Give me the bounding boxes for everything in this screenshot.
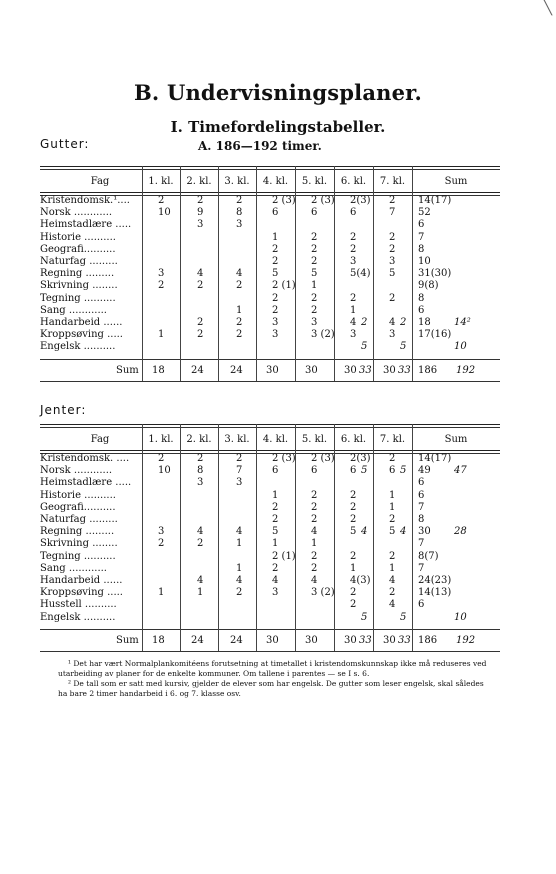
column-header-class: 2. kl. [186,176,212,187]
row-sum: 8 [418,243,425,255]
column-rule [180,424,181,651]
table-cell: 2 [389,243,396,255]
column-rule [218,424,219,651]
table-cell: 10 [158,207,171,219]
row-sum: 17(16) [418,329,452,341]
sum-row-cell: 30 [383,364,396,376]
table-cell: 2 [158,195,165,206]
sum-row-label: Sum [116,634,139,646]
row-subject-label: Engelsk .......... [40,611,116,623]
column-header-class: 2. kl. [186,434,212,445]
row-sum: 6 [418,219,425,231]
column-header-class: 5. kl. [301,176,328,187]
table-cell: 2 [350,514,357,525]
sum-rule [40,629,500,630]
row-sum: 6 [418,477,425,489]
row-subject-label: Skrivning ........ [40,538,118,550]
table-cell: 2 [311,501,318,513]
table-cell: 4 [236,268,243,280]
table-cell: 3 [272,587,279,599]
column-rule [412,424,413,651]
table-cell: 2 [197,329,204,341]
row-sum: 30 [418,526,431,538]
table-cell-italic: 5 [361,341,368,353]
gutter-timetable [40,166,500,384]
sum-rule [40,359,500,360]
table-cell: 2 [158,538,165,550]
column-header-sum: Sum [444,434,468,445]
table-cell: 2 [389,587,396,599]
table-cell: 1 [158,587,165,599]
table-bottom-rule [40,381,500,382]
row-sum: 14(13) [418,587,452,599]
table-cell: 3 [272,329,279,341]
table-cell: 4 [389,317,396,328]
table-cell: 3 (2) [311,329,335,341]
row-sum: 7 [418,501,425,513]
section-title: I. Timefordelingstabeller. [170,118,386,136]
row-sum: 6 [418,489,425,501]
table-cell: 2 [389,514,396,525]
row-subject-label: Handarbeid ...... [40,575,123,586]
sum-row-cell-italic: 33 [359,634,372,646]
table-cell: 2 [272,562,279,574]
column-header-class: 3. kl. [224,176,250,187]
row-subject-label: Tegning .......... [40,292,116,304]
row-sum-italic: 10 [454,341,467,353]
table-cell: 2 (3) [272,195,296,206]
column-rule [142,424,143,651]
table-cell: 5 [311,268,318,280]
row-subject-label: Heimstadlære ..... [40,219,132,231]
row-sum: 7 [418,231,425,243]
row-sum-italic: 28 [454,526,467,538]
table-cell-italic: 5 [361,611,368,623]
column-rule [180,166,181,381]
jenter-timetable [40,424,500,654]
table-cell: 2 [272,256,279,267]
column-header-class: 7. kl. [379,434,406,445]
table-cell: 2 [311,292,318,304]
row-sum-italic: 47 [454,465,467,477]
column-header-class: 6. kl. [340,434,367,445]
table-cell: 2 [389,453,396,464]
table-cell: 1 [272,538,279,550]
row-subject-label: Sang ............ [40,304,107,316]
sum-row-cell: 30 [305,634,318,646]
table-cell: 1 [389,562,396,574]
table-cell: 2 [389,550,396,562]
sum-row-cell: 30 [266,634,279,646]
column-rule [412,166,413,381]
row-subject-label: Engelsk .......... [40,341,116,353]
row-subject-label: Kristendomsk. .... [40,453,130,464]
row-sum: 6 [418,304,425,316]
sum-row-cell: 30 [344,634,357,646]
table-cell: 2 [236,329,243,341]
row-subject-label: Historie .......... [40,489,116,501]
page-title: B. Undervisningsplaner. [133,80,423,105]
jenter-label: Jenter: [40,403,87,417]
column-header-class: 6. kl. [340,176,367,187]
table-cell: 2 [350,587,357,599]
column-rule [218,166,219,381]
sum-row-cell: 18 [152,634,165,646]
table-cell: 1 [389,501,396,513]
table-cell: 2 (3) [272,453,296,464]
row-subject-label: Handarbeid ...... [40,317,123,328]
table-cell: 2 [311,304,318,316]
table-cell: 7 [389,207,396,219]
table-bottom-rule [40,651,500,652]
table-cell: 4 [389,599,396,611]
table-cell-italic: 5 [400,611,407,623]
row-sum: 6 [418,599,425,611]
row-subject-label: Kroppsøving ..... [40,587,123,599]
footnotes [58,659,488,699]
table-cell: 2 [272,243,279,255]
sum-row-cell: 30 [266,364,279,376]
table-cell: 2 [389,292,396,304]
table-cell: 5 [272,526,279,538]
table-cell: 1 [272,489,279,501]
row-sum: 7 [418,562,425,574]
table-cell: 2 (1) [272,550,296,562]
table-cell: 1 [236,538,243,550]
table-cell: 4 [197,526,204,538]
row-subject-label: Tegning .......... [40,550,116,562]
table-cell: 6 [272,465,279,477]
row-sum-italic: 10 [454,611,467,623]
header-rule-top-2 [40,169,500,170]
table-cell: 3 [236,477,243,489]
row-sum: 31(30) [418,268,452,280]
table-cell: 2 [350,489,357,501]
table-cell: 6 [389,465,396,477]
table-cell: 2(3) [350,453,371,464]
table-cell: 6 [350,465,357,477]
page-corner-mark: ╲ [543,0,552,16]
table-cell: 3 [311,317,318,328]
table-cell: 2(3) [350,195,371,206]
row-sum-italic: 14² [454,317,471,328]
table-cell: 2 [311,231,318,243]
row-sum: 10 [418,256,431,267]
footnote-1: ¹ Det har vært Normalplankomitéens forutsetning at timetallet i kristendomskunnskap ikke må reduseres ved utarbeiding av planer for de enkelte kommuner. Om tallene i parentes — se I s. 6. [58,659,487,678]
table-cell: 9 [197,207,204,219]
table-cell: 2 [311,562,318,574]
sum-row-cell: 24 [191,634,204,646]
footnote-2: ² De tall som er satt med kursiv, gjelder de elever som har engelsk. De gutter som leser engelsk, skal således ha bare 2 timer handarbeid i 6. og 7. klasse osv. [58,679,484,698]
table-cell: 8 [197,465,204,477]
table-cell: 2 [350,292,357,304]
row-subject-label: Historie .......... [40,231,116,243]
row-subject-label: Heimstadlære ..... [40,477,132,489]
table-cell: 2 [389,231,396,243]
table-cell: 2 (3) [311,453,335,464]
row-sum: 14(17) [418,453,452,464]
table-cell: 6 [311,465,318,477]
column-header-class: 1. kl. [148,176,174,187]
column-header-class: 5. kl. [301,434,328,445]
table-cell: 2 [197,453,204,464]
table-cell: 1 [350,304,357,316]
table-cell: 4(3) [350,575,371,586]
table-cell: 5 [389,526,396,538]
sum-row-cell-italic: 33 [398,364,411,376]
column-rule [373,166,374,381]
table-cell: 2 (3) [311,195,335,206]
table-cell: 5 [350,526,357,538]
row-sum: 9(8) [418,280,439,292]
table-cell: 2 [236,453,243,464]
table-cell: 4 [311,526,318,538]
table-cell: 2 [272,304,279,316]
table-cell: 2 [350,501,357,513]
table-cell: 2 [236,280,243,292]
column-header-class: 7. kl. [379,176,406,187]
table-cell: 2 [311,550,318,562]
column-rule [256,424,257,651]
row-sum: 14(17) [418,195,452,206]
column-header-class: 4. kl. [262,434,289,445]
table-cell: 3 (2) [311,587,335,599]
table-cell: 1 [350,562,357,574]
table-cell: 3 [350,329,357,341]
table-cell: 1 [311,280,318,292]
table-cell: 2 (1) [272,280,296,292]
table-cell: 2 [197,538,204,550]
table-cell-italic: 2 [400,317,407,328]
sum-row-cell: 18 [152,364,165,376]
table-cell: 3 [389,256,396,267]
table-cell: 3 [236,219,243,231]
table-cell: 3 [158,268,165,280]
table-cell: 5(4) [350,268,371,280]
table-cell: 4 [272,575,279,586]
table-cell: 1 [272,231,279,243]
row-subject-label: Regning ......... [40,526,115,538]
row-subject-label: Geografi.......... [40,501,116,513]
table-cell: 7 [236,465,243,477]
column-header-class: 1. kl. [148,434,174,445]
header-rule-top-2 [40,427,500,428]
table-cell-italic: 2 [361,317,368,328]
table-cell: 3 [197,219,204,231]
column-rule [373,424,374,651]
column-header-sum: Sum [444,176,468,187]
table-cell: 6 [350,207,357,219]
sum-row-total: 186 [418,364,438,376]
row-subject-label: Naturfag ......... [40,256,118,267]
table-cell: 2 [197,280,204,292]
row-subject-label: Kristendomsk.¹.... [40,195,130,206]
row-sum: 24(23) [418,575,452,586]
row-subject-label: Regning ......... [40,268,115,280]
column-header-fag: Fag [90,434,110,445]
table-cell: 2 [236,195,243,206]
table-cell: 8 [236,207,243,219]
row-sum: 8(7) [418,550,439,562]
table-cell: 1 [311,538,318,550]
column-header-class: 4. kl. [262,176,289,187]
table-cell: 4 [197,575,204,586]
table-cell: 2 [197,317,204,328]
table-cell: 4 [389,575,396,586]
table-cell: 2 [389,195,396,206]
row-subject-label: Skrivning ........ [40,280,118,292]
column-header-class: 3. kl. [224,434,250,445]
table-cell: 3 [158,526,165,538]
table-cell: 1 [389,489,396,501]
table-cell: 4 [311,575,318,586]
row-subject-label: Naturfag ......... [40,514,118,525]
table-cell: 2 [236,317,243,328]
sum-row-cell-italic: 33 [359,364,372,376]
table-cell: 2 [158,280,165,292]
sum-row-cell: 24 [230,364,243,376]
sum-row-cell: 30 [305,364,318,376]
sum-row-cell: 30 [383,634,396,646]
table-cell: 2 [350,231,357,243]
column-header-fag: Fag [90,176,110,187]
sum-row-cell: 24 [230,634,243,646]
table-cell: 4 [236,526,243,538]
row-subject-label: Husstell .......... [40,599,117,611]
row-sum: 52 [418,207,431,219]
table-cell: 4 [236,575,243,586]
row-subject-label: Geografi.......... [40,243,116,255]
header-rule-top [40,166,500,167]
table-cell: 2 [311,243,318,255]
table-cell: 3 [350,256,357,267]
table-cell: 2 [350,550,357,562]
row-sum: 18 [418,317,431,328]
sum-row-cell: 24 [191,364,204,376]
table-cell: 3 [389,329,396,341]
table-cell: 2 [350,599,357,611]
table-cell: 4 [197,268,204,280]
header-rule-bottom [40,450,500,451]
sum-row-cell-italic: 33 [398,634,411,646]
table-cell: 5 [389,268,396,280]
table-cell: 2 [311,256,318,267]
row-sum: 49 [418,465,431,477]
sum-row-total: 186 [418,634,438,646]
table-cell: 1 [197,587,204,599]
table-cell: 2 [236,587,243,599]
gutter-label: Gutter: [40,137,90,151]
header-rule-top [40,424,500,425]
subsection-title: A. 186—192 timer. [198,139,322,153]
table-cell: 5 [272,268,279,280]
table-cell: 2 [311,489,318,501]
sum-row-cell: 30 [344,364,357,376]
table-cell-italic: 4 [400,526,407,538]
table-cell: 2 [272,514,279,525]
table-cell-italic: 4 [361,526,368,538]
column-rule [142,166,143,381]
table-cell: 10 [158,465,171,477]
row-sum: 8 [418,514,425,525]
row-subject-label: Kroppsøving ..... [40,329,123,341]
row-subject-label: Norsk ............ [40,465,113,477]
table-cell: 6 [311,207,318,219]
sum-row-total-italic: 192 [456,634,476,646]
table-cell: 2 [350,243,357,255]
table-cell: 1 [236,304,243,316]
table-cell-italic: 5 [400,341,407,353]
table-cell: 2 [272,292,279,304]
table-cell: 2 [158,453,165,464]
column-rule [256,166,257,381]
sum-row-total-italic: 192 [456,364,476,376]
row-subject-label: Norsk ............ [40,207,113,219]
table-cell: 2 [311,514,318,525]
table-cell: 1 [236,562,243,574]
table-cell: 3 [197,477,204,489]
row-subject-label: Sang ............ [40,562,107,574]
table-cell-italic: 5 [400,465,407,477]
header-rule-bottom [40,192,500,193]
table-cell-italic: 5 [361,465,368,477]
table-cell: 3 [272,317,279,328]
table-cell: 1 [158,329,165,341]
table-cell: 6 [272,207,279,219]
row-sum: 8 [418,292,425,304]
table-cell: 2 [272,501,279,513]
sum-row-label: Sum [116,364,139,376]
table-cell: 4 [350,317,357,328]
table-cell: 2 [197,195,204,206]
row-sum: 7 [418,538,425,550]
